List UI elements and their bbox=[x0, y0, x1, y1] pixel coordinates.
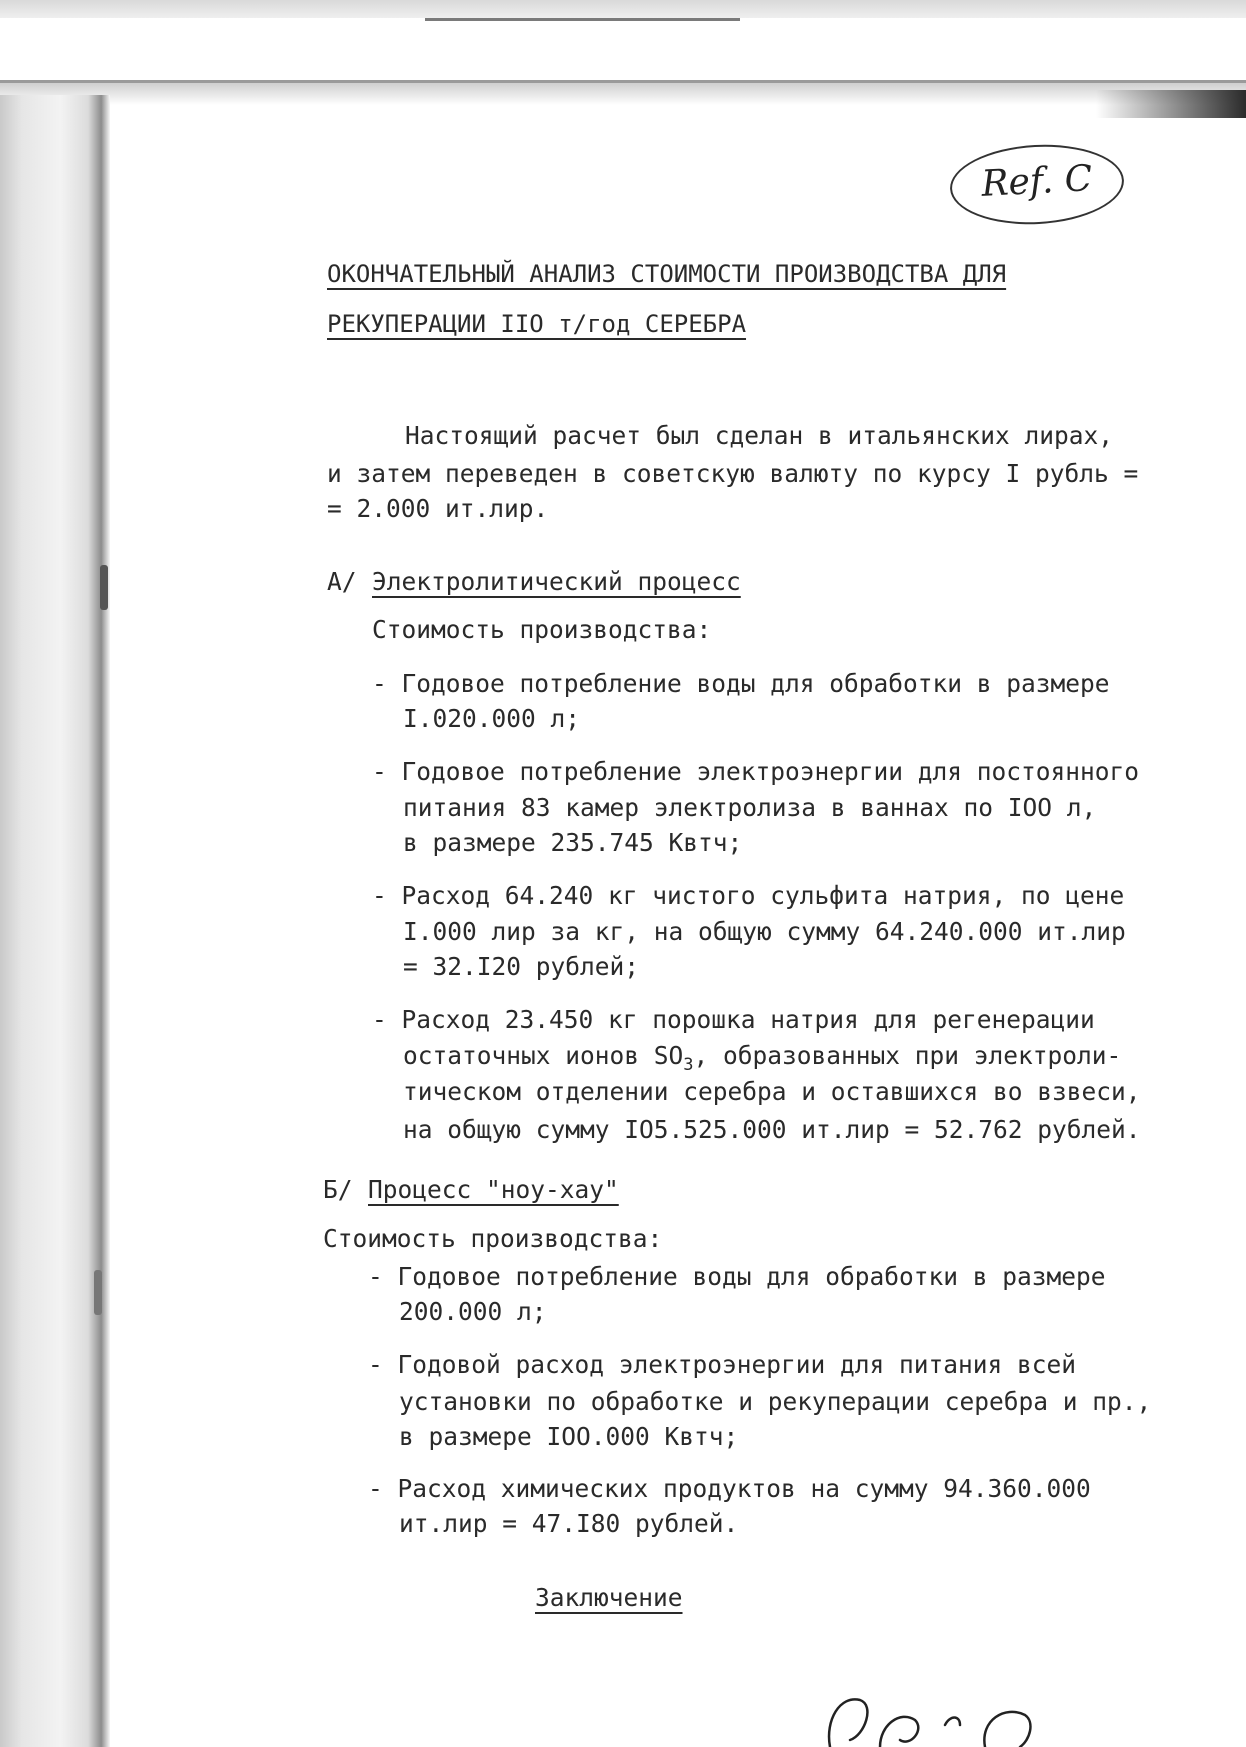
section-a-item-2-line-2: питания 83 камер электролиза в ваннах по IOO л, bbox=[403, 793, 1097, 822]
section-a-item-4-line-3: тическом отделении серебра и оставшихся во взвеси, bbox=[403, 1077, 1141, 1106]
formula-text: остаточных ионов SO bbox=[403, 1041, 684, 1070]
scan-top-line bbox=[425, 18, 740, 21]
intro-line-2: и затем переведен в советскую валюту по курсу I рубль = bbox=[327, 459, 1139, 488]
page-edge-shadow bbox=[1096, 90, 1246, 118]
reference-stamp bbox=[948, 141, 1126, 229]
document-title-line-1: ОКОНЧАТЕЛЬНЫЙ АНАЛИЗ СТОИМОСТИ ПРОИЗВОДСТВА ДЛЯ bbox=[327, 260, 1007, 288]
section-a-item-1-line-1: - Годовое потребление воды для обработки в размере bbox=[372, 669, 1110, 698]
stamp-text: Ref. C bbox=[980, 158, 1094, 205]
section-a-item-3-line-2: I.000 лир за кг, на общую сумму 64.240.000 ит.лир bbox=[403, 917, 1126, 946]
scan-top-strip bbox=[0, 0, 1246, 18]
formula-subscript: 3 bbox=[683, 1055, 694, 1075]
intro-line-1: Настоящий расчет был сделан в итальянских лирах, bbox=[405, 421, 1114, 450]
section-a-item-4-line-4: на общую сумму IO5.525.000 ит.лир = 52.762 рублей. bbox=[403, 1115, 1141, 1144]
staple-mark bbox=[100, 565, 108, 610]
section-a-item-4-line-1: - Расход 23.450 кг порошка натрия для регенерации bbox=[372, 1005, 1095, 1034]
signature-scribble bbox=[820, 1690, 1050, 1747]
section-a-subheading: Стоимость производства: bbox=[372, 615, 712, 644]
section-b-item-3-line-2: ит.лир = 47.I80 рублей. bbox=[399, 1509, 739, 1538]
page-fold-shadow bbox=[0, 83, 1246, 105]
section-a-item-1-line-2: I.020.000 л; bbox=[403, 704, 581, 733]
conclusion-heading: Заключение bbox=[535, 1583, 683, 1612]
document-title-line-2: РЕКУПЕРАЦИИ IIO т/год СЕРЕБРА bbox=[327, 310, 747, 338]
staple-mark bbox=[94, 1270, 102, 1315]
section-a-item-2-line-1: - Годовое потребление электроэнергии для постоянного bbox=[372, 757, 1140, 786]
section-a-marker: А/ bbox=[327, 567, 357, 596]
section-b-heading: Процесс "ноу-хау" bbox=[368, 1175, 619, 1204]
section-b-item-2-line-2: установки по обработке и рекуперации серебра и пр., bbox=[399, 1387, 1152, 1416]
section-a-item-3-line-1: - Расход 64.240 кг чистого сульфита натрия, по цене bbox=[372, 881, 1125, 910]
formula-continuation: , образованных при электроли- bbox=[693, 1041, 1122, 1070]
section-b-item-3-line-1: - Расход химических продуктов на сумму 94.360.000 bbox=[368, 1474, 1091, 1503]
section-b-item-1-line-1: - Годовое потребление воды для обработки в размере bbox=[368, 1262, 1106, 1291]
intro-line-3: = 2.000 ит.лир. bbox=[327, 494, 549, 523]
section-a-item-2-line-3: в размере 235.745 Квтч; bbox=[403, 828, 743, 857]
section-b-item-2-line-1: - Годовой расход электроэнергии для питания всей bbox=[368, 1350, 1077, 1379]
left-binding-edge bbox=[0, 95, 110, 1747]
section-b-subheading: Стоимость производства: bbox=[323, 1224, 663, 1253]
section-a-heading: Электролитический процесс bbox=[372, 567, 741, 596]
section-a-item-4-line-2 bbox=[403, 1041, 1122, 1075]
section-b-item-2-line-3: в размере IOO.000 Квтч; bbox=[399, 1422, 739, 1451]
section-a-item-3-line-3: = 32.I20 рублей; bbox=[403, 952, 640, 981]
section-b-item-1-line-2: 200.000 л; bbox=[399, 1297, 547, 1326]
section-b-marker: Б/ bbox=[323, 1175, 353, 1204]
